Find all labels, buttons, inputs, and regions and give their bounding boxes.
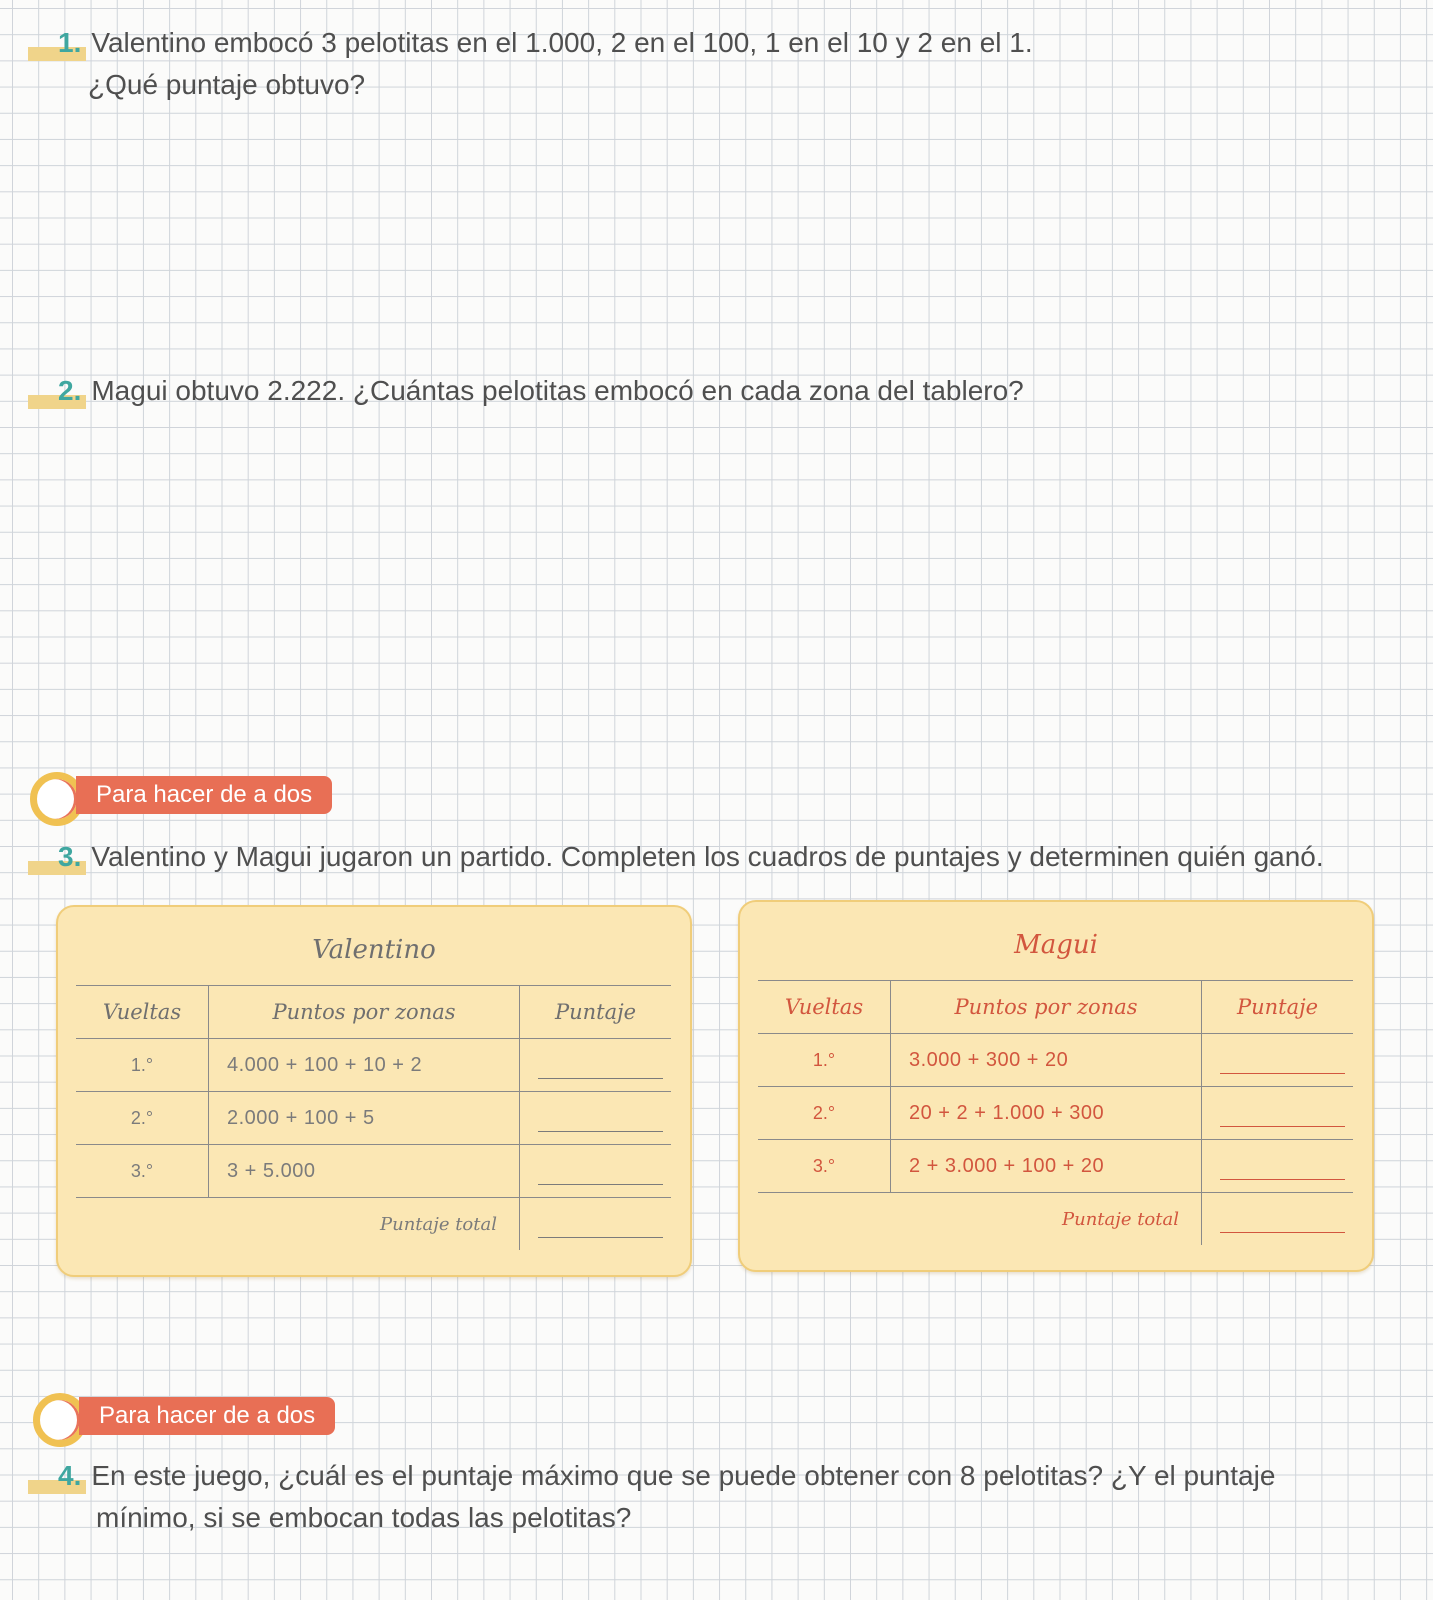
table-row xyxy=(76,1039,671,1092)
score-table xyxy=(758,980,1353,1245)
score-answer-blank[interactable] xyxy=(520,1039,672,1092)
question-4 xyxy=(58,1455,1275,1539)
round-label: 1.° xyxy=(758,1034,891,1087)
zone-points: 3 + 5.000 xyxy=(209,1145,520,1198)
score-answer-blank[interactable] xyxy=(1202,1140,1354,1193)
table-header-row xyxy=(758,981,1353,1034)
table-row xyxy=(76,1092,671,1145)
table-header-row xyxy=(76,986,671,1039)
question-4-text-line1: En este juego, ¿cuál es el puntaje máximo que se puede obtener con 8 pelotitas? ¿Y el puntaje xyxy=(91,1460,1276,1491)
question-number: 3. xyxy=(58,841,81,872)
question-4-text-line2: mínimo, si se embocan todas las pelotitas? xyxy=(96,1502,632,1533)
round-label: 2.° xyxy=(76,1092,209,1145)
zone-points: 4.000 + 100 + 10 + 2 xyxy=(209,1039,520,1092)
score-table xyxy=(76,985,671,1250)
question-1-text-line1: Valentino embocó 3 pelotitas en el 1.000, 2 en el 100, 1 en el 10 y 2 en el 1. xyxy=(91,27,1033,58)
column-header-puntos: Puntos por zonas xyxy=(891,981,1202,1034)
table-row xyxy=(76,1145,671,1198)
card-title: Valentino xyxy=(312,935,436,965)
round-label: 3.° xyxy=(76,1145,209,1198)
table-row xyxy=(758,1087,1353,1140)
question-number: 1. xyxy=(58,27,81,58)
pair-activity-label: Para hacer de a dos xyxy=(76,776,332,814)
question-2-text: Magui obtuvo 2.222. ¿Cuántas pelotitas embocó en cada zona del tablero? xyxy=(91,375,1024,406)
column-header-vueltas: Vueltas xyxy=(758,981,891,1034)
zone-points: 2 + 3.000 + 100 + 20 xyxy=(891,1140,1202,1193)
column-header-vueltas: Vueltas xyxy=(76,986,209,1039)
question-2 xyxy=(58,370,1024,412)
question-1 xyxy=(58,22,1033,106)
total-answer-blank[interactable] xyxy=(520,1198,672,1251)
table-row xyxy=(758,1140,1353,1193)
round-label: 2.° xyxy=(758,1087,891,1140)
question-number: 2. xyxy=(58,375,81,406)
score-answer-blank[interactable] xyxy=(520,1092,672,1145)
pair-activity-label: Para hacer de a dos xyxy=(79,1397,335,1435)
total-row xyxy=(758,1193,1353,1246)
column-header-puntaje: Puntaje xyxy=(520,986,672,1039)
total-answer-blank[interactable] xyxy=(1202,1193,1354,1246)
question-number: 4. xyxy=(58,1460,81,1491)
table-row xyxy=(758,1034,1353,1087)
question-1-text-line2: ¿Qué puntaje obtuvo? xyxy=(88,69,366,100)
total-label: Puntaje total xyxy=(209,1198,520,1251)
score-answer-blank[interactable] xyxy=(520,1145,672,1198)
zone-points: 2.000 + 100 + 5 xyxy=(209,1092,520,1145)
question-3-text: Valentino y Magui jugaron un partido. Completen los cuadros de puntajes y determinen quién ganó. xyxy=(91,841,1324,872)
round-label: 3.° xyxy=(758,1140,891,1193)
column-header-puntaje: Puntaje xyxy=(1202,981,1354,1034)
column-header-puntos: Puntos por zonas xyxy=(209,986,520,1039)
card-title: Magui xyxy=(1014,930,1098,960)
total-row xyxy=(76,1198,671,1251)
zone-points: 3.000 + 300 + 20 xyxy=(891,1034,1202,1087)
valentino-score-card xyxy=(56,905,692,1277)
score-answer-blank[interactable] xyxy=(1202,1087,1354,1140)
question-3 xyxy=(58,836,1324,878)
magui-score-card xyxy=(738,900,1374,1272)
zone-points: 20 + 2 + 1.000 + 300 xyxy=(891,1087,1202,1140)
score-answer-blank[interactable] xyxy=(1202,1034,1354,1087)
round-label: 1.° xyxy=(76,1039,209,1092)
total-label: Puntaje total xyxy=(891,1193,1202,1246)
